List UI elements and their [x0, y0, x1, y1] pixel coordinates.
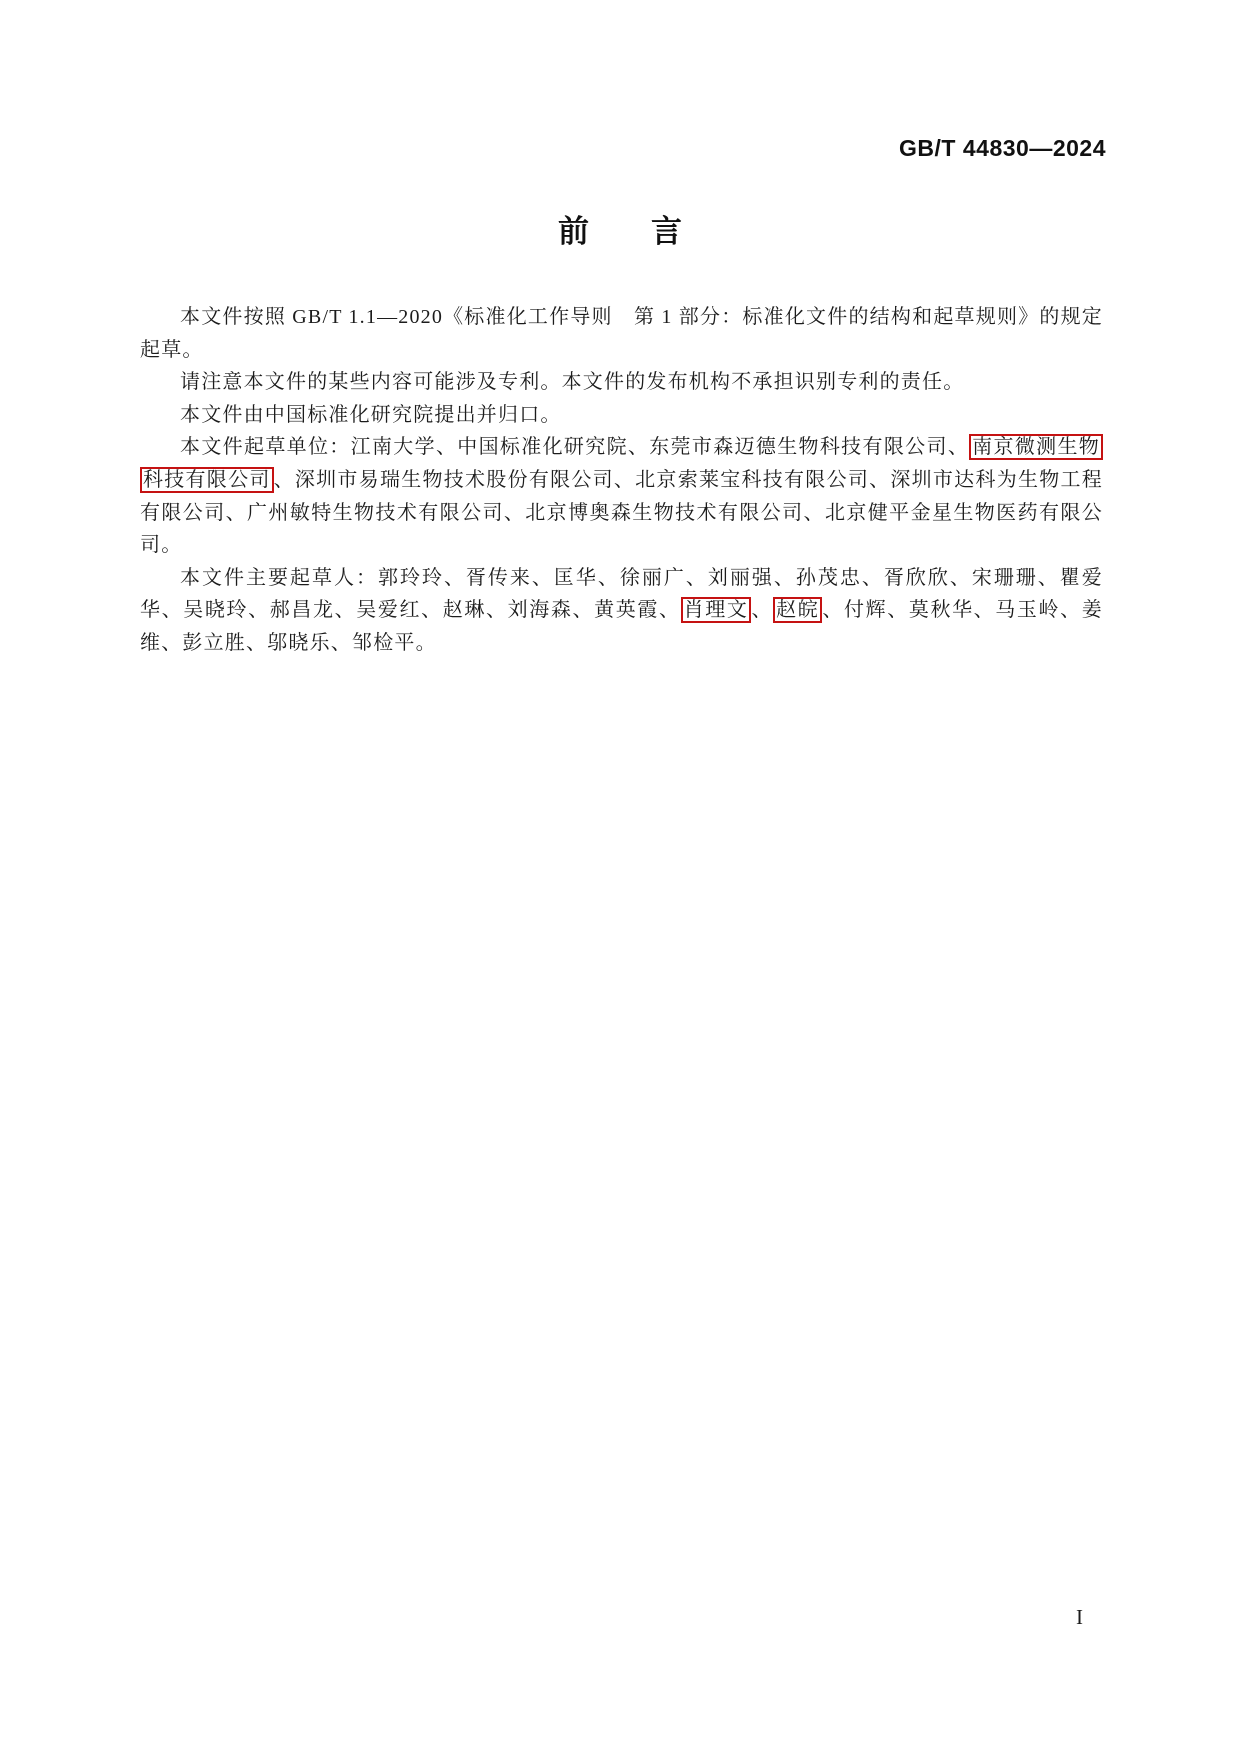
- page-number: I: [1076, 1605, 1083, 1629]
- foreword-paragraph: [140, 366, 1103, 399]
- highlight-boxed-text: 赵皖: [773, 597, 822, 623]
- foreword-paragraph: [140, 431, 1103, 561]
- foreword-paragraph: [140, 301, 1103, 366]
- paragraph-text: 、深圳市易瑞生物技术股份有限公司、北京索莱宝科技有限公司、深圳市达科为生物工程有限公司、广州敏特生物技术有限公司、北京博奥森生物技术有限公司、北京健平金星生物医药有限公司。: [140, 468, 1103, 557]
- paragraph-text: 本文件按照 GB/T 1.1—2020《标准化工作导则 第 1 部分：标准化文件的结构和起草规则》的规定起草。: [140, 306, 1103, 361]
- foreword-body: [140, 301, 1103, 660]
- paragraph-text: 、: [751, 599, 774, 622]
- foreword-paragraph: [140, 399, 1103, 432]
- paragraph-text: 、付辉、莫秋华、马玉岭、姜维、彭立胜、邬晓乐、邹检平。: [140, 599, 1103, 654]
- highlight-boxed-text: 南京微测生物科技有限公司: [140, 434, 1103, 493]
- paragraph-text: 本文件由中国标准化研究院提出并归口。: [180, 403, 562, 426]
- foreword-paragraph: [140, 562, 1103, 660]
- paragraph-text: 本文件起草单位：江南大学、中国标准化研究院、东莞市森迈德生物科技有限公司、: [180, 436, 970, 459]
- paragraph-text: 请注意本文件的某些内容可能涉及专利。本文件的发布机构不承担识别专利的责任。: [180, 371, 965, 394]
- standard-code: GB/T 44830—2024: [899, 135, 1106, 161]
- highlight-boxed-text: 肖理文: [681, 597, 752, 623]
- paragraph-text: 本文件主要起草人：郭玲玲、胥传来、匡华、徐丽广、刘丽强、孙茂忠、胥欣欣、宋珊珊、瞿爱华、吴晓玲、郝昌龙、吴爱红、赵琳、刘海森、黄英霞、: [140, 566, 1103, 622]
- page-title: 前 言: [558, 214, 682, 249]
